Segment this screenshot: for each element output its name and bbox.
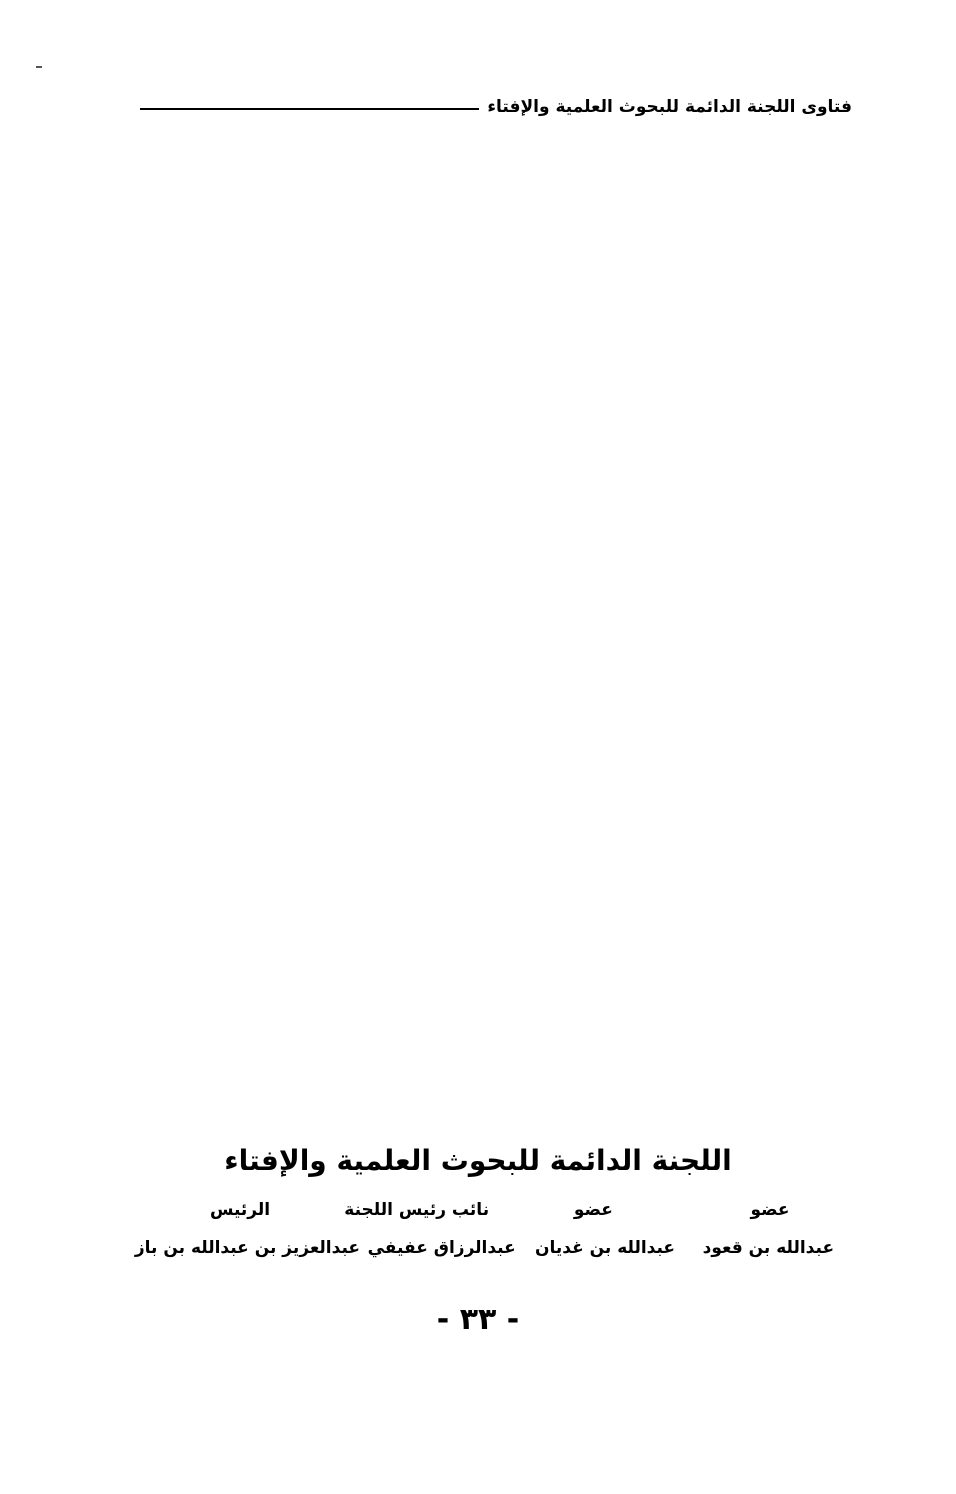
signatory-name: عبدالرزاق عفيفي [367,1238,516,1258]
running-header-title: فتاوى اللجنة الدائمة للبحوث العلمية والإفتاء [487,97,852,117]
header-rule [140,108,479,110]
signatory-role: نائب رئيس اللجنة [344,1200,490,1220]
committee-title: اللجنة الدائمة للبحوث العلمية والإفتاء [224,1144,732,1177]
signatory-name: عبدالله بن غديان [534,1238,676,1258]
signatory-name: عبدالعزيز بن عبدالله بن باز [134,1238,361,1258]
signatory-role: عضو [750,1200,790,1220]
margin-mark [36,66,42,68]
signatory-name: عبدالله بن قعود [702,1238,835,1258]
signatory-names [134,1238,850,1258]
running-header [140,92,852,122]
signatory-roles [160,1200,850,1220]
signatory-role: الرئيس [209,1200,271,1220]
page-number: - ٣٣ - [436,1302,520,1337]
signatory-role: عضو [573,1200,613,1220]
